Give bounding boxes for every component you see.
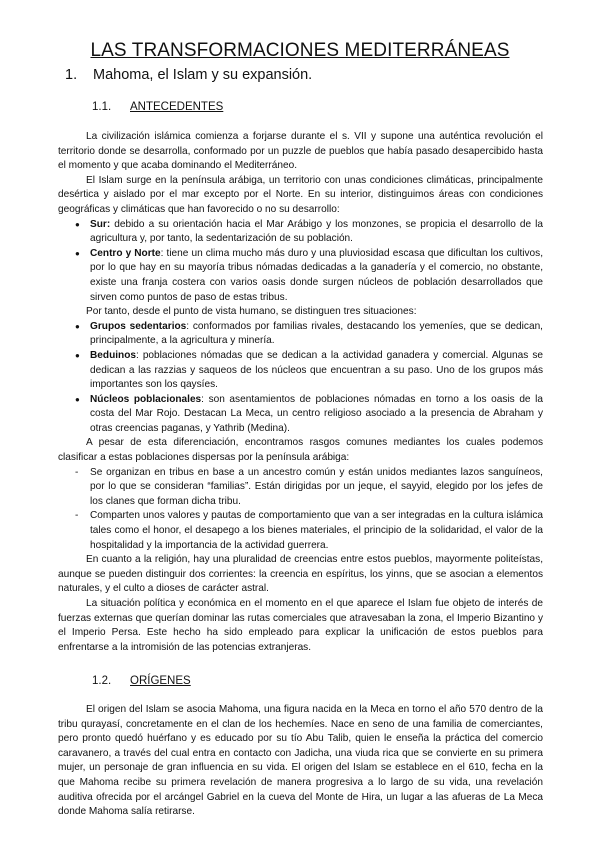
list-text: : conformados por familias rivales, destacando los yemeníes, que se dedican, principalmente, a la agricultura y minería.	[90, 320, 543, 347]
list-item: - Se organizan en tribus en base a un ancestro común y están unidos mediantes lazos sanguíneos, por lo que se consideran “familias”. Están dirigidas por un jeque, el sayyid, elegido por los jefes de los clanes que forman dicha tribu.	[58, 466, 543, 510]
list-term: Grupos sedentarios	[90, 320, 187, 332]
list-term: Sur:	[90, 218, 111, 230]
paragraph: A pesar de esta diferenciación, encontramos rasgos comunes mediantes los cuales podemos clasificar a estas poblaciones dispersas por la península arábiga:	[58, 437, 543, 464]
section-number: 1.	[65, 67, 78, 83]
list-text: : son asentamientos de poblaciones nómadas en torno a los oasis de la costa del Mar Rojo. Destacan La Meca, un centro religioso asociado a la presencia de Abraham y otras creencias paganas, y Yathrib (Medina).	[90, 393, 543, 434]
origenes-body	[58, 703, 543, 820]
paragraph: El Islam surge en la península arábiga, un territorio con unas condiciones climáticas, principalmente desértica y aislado por el mar excepto por el Norte. En su interior, distinguimos áreas con condiciones geográficas y climáticas que han favorecido o no su desarrollo:	[58, 174, 543, 215]
subsection-label: ANTECEDENTES	[130, 101, 224, 113]
list-item	[58, 320, 543, 349]
list-text: debido a su orientación hacia el Mar Arábigo y los monzones, se propicia el desarrollo de la agricultura y, por tanto, la sedentarización de su población.	[90, 218, 543, 245]
section-heading	[65, 67, 312, 83]
list-term: Centro y Norte	[90, 247, 161, 259]
paragraph: La situación política y económica en el momento en el que aparece el Islam fue objeto de interés de fuerzas externas que querían dominar las rutas comerciales que atravesaban la zona, el Imperio Bizantino y el Imperio Persa. Este hecho ha sido empleado para explicar la unificación de estos pueblos para enfrentarse a la intromisión de las potencias extranjeras.	[58, 598, 543, 653]
list-item	[58, 218, 543, 247]
list-item	[58, 247, 543, 305]
paragraph: Por tanto, desde el punto de vista humano, se distinguen tres situaciones:	[86, 306, 417, 318]
list-term: Beduinos	[90, 349, 136, 361]
subsection-number: 1.2.	[92, 675, 112, 687]
document-title: LAS TRANSFORMACIONES MEDITERRÁNEAS	[90, 40, 510, 61]
list-item: - Comparten unos valores y pautas de comportamiento que van a ser integradas en la cultura islámica tales como el honor, el desapego a los bienes materiales, el principio de la solidaridad, el valor de la hospitalidad y la importancia de la actividad guerrera.	[58, 509, 543, 553]
list-item	[58, 393, 543, 437]
list-text: : poblaciones nómadas que se dedican a la actividad ganadera y comercial. Algunas se dedican a las razzias y saqueos de los núcleos que encuentran a su paso. Uno de los grupos más importantes son los qaysíes.	[90, 349, 543, 391]
paragraph: La civilización islámica comienza a forjarse durante el s. VII y supone una auténtica revolución el territorio donde se desarrolla, conformado por un puzzle de pueblos que había pasado desapercibido hasta el momento y que acaba dominando el Mediterráneo.	[58, 131, 543, 172]
list-term: Núcleos poblacionales	[90, 393, 202, 405]
groups-list	[58, 320, 543, 437]
subsection-label: ORÍGENES	[130, 675, 191, 687]
section-label: Mahoma, el Islam y su expansión.	[93, 67, 313, 83]
list-item	[58, 349, 543, 393]
antecedentes-body	[58, 130, 543, 655]
subsection-heading-antecedentes	[92, 101, 223, 113]
regions-list	[58, 218, 543, 306]
traits-list	[58, 466, 543, 554]
paragraph: El origen del Islam se asocia Mahoma, una figura nacida en la Meca en torno el año 570 dentro de la tribu qurayasí, concretamente en el clan de los hechemíes. Nace en seno de una familia de comerciantes, pero pronto quedó huérfano y es educado por su tío Abu Talib, quien le enseña la práctica del comercio caravanero, a través del cual entra en contacto con Jadicha, una viuda rica que se convierte en su primera mujer, un personaje de gran influencia en su vida. El origen del Islam se establece en el 610, fecha en la que Mahoma recibe su primera revelación de manera progresiva a lo largo de su vida, una revelación auditiva ofrecida por el arcángel Gabriel en la cueva del Monte de Hira, un lugar a las afueras de La Meca donde Mahoma salía retirarse.	[58, 704, 543, 818]
subsection-number: 1.1.	[92, 101, 112, 113]
subsection-heading-origenes	[92, 675, 191, 687]
paragraph: En cuanto a la religión, hay una pluralidad de creencias entre estos pueblos, mayormente politeístas, aunque se pueden distinguir dos corrientes: la creencia en espíritus, los yinns, que se asocian a elementos naturales, y el culto a dioses de carácter astral.	[58, 554, 543, 595]
list-text: : tiene un clima mucho más duro y una pluviosidad escasa que dificultan los cultivos, por lo que hay en su mayoría tribus nómadas dedicadas a la ganadería y el comercio, no obstante, existe una franja costera con varios oasis donde surgen núcleos de población desarrollados que sirven como puntos de paso de estas tribus.	[90, 247, 544, 303]
